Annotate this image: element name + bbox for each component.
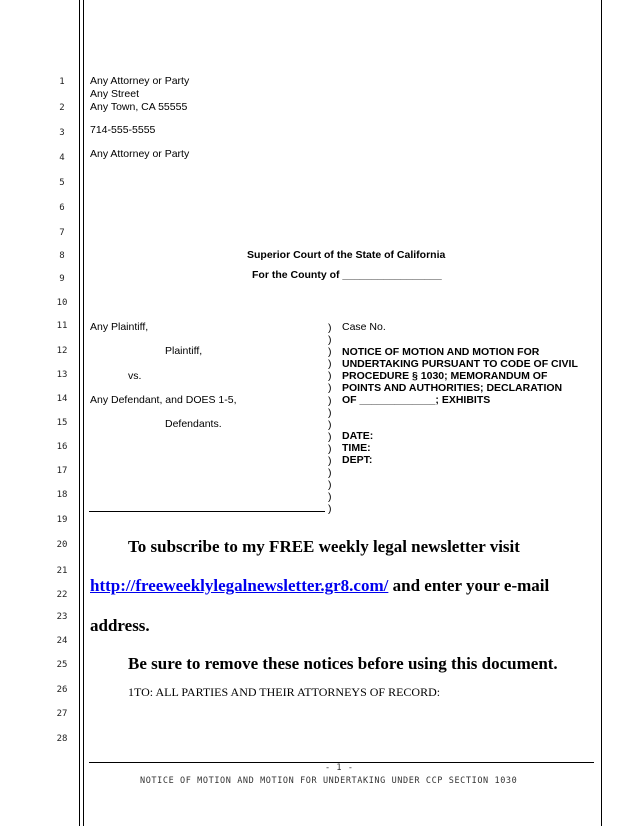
line-number: 27 xyxy=(56,709,68,719)
line-number: 10 xyxy=(56,298,68,308)
attorney-for: Any Attorney or Party xyxy=(90,148,190,160)
line-number: 16 xyxy=(56,442,68,452)
notice-line-1: To subscribe to my FREE weekly legal newsletter visit xyxy=(128,537,520,556)
notice-line-4: Be sure to remove these notices before using this document. xyxy=(128,654,558,673)
attorney-name: Any Attorney or Party xyxy=(90,75,190,87)
document-title-line: OF _____________; EXHIBITS xyxy=(342,394,491,406)
document-title-line: NOTICE OF MOTION AND MOTION FOR xyxy=(342,346,540,358)
line-number: 21 xyxy=(56,566,68,576)
right-margin-rule xyxy=(601,0,602,826)
line-number: 5 xyxy=(59,178,65,188)
line-number: 13 xyxy=(56,370,68,380)
line-number: 11 xyxy=(56,321,68,331)
line-number: 28 xyxy=(56,734,68,744)
line-number: 24 xyxy=(56,636,68,646)
line-number: 12 xyxy=(56,346,68,356)
line-number: 15 xyxy=(56,418,68,428)
defendant-label: Defendants. xyxy=(165,418,222,430)
hearing-dept-label: DEPT: xyxy=(342,454,373,466)
court-name: Superior Court of the State of California xyxy=(247,249,446,261)
line-number: 6 xyxy=(59,203,65,213)
notice-line-2-rest: and enter your e-mail xyxy=(388,576,550,595)
document-title-line: UNDERTAKING PURSUANT TO CODE OF CIVIL xyxy=(342,358,578,370)
attorney-phone: 714-555-5555 xyxy=(90,124,156,136)
case-number-label: Case No. xyxy=(342,321,386,333)
hearing-date-label: DATE: xyxy=(342,430,374,442)
attorney-city: Any Town, CA 55555 xyxy=(90,101,188,113)
left-margin-rule-inner xyxy=(83,0,84,826)
defendant-name: Any Defendant, and DOES 1-5, xyxy=(90,394,237,406)
notice-line-3: address. xyxy=(90,616,150,635)
page-number: - 1 - xyxy=(325,763,354,773)
document-title-line: POINTS AND AUTHORITIES; DECLARATION xyxy=(342,382,563,394)
newsletter-link[interactable]: http://freeweeklylegalnewsletter.gr8.com/ xyxy=(90,576,389,595)
line-number: 22 xyxy=(56,590,68,600)
line-number: 26 xyxy=(56,685,68,695)
footer-title: NOTICE OF MOTION AND MOTION FOR UNDERTAKING UNDER CCP SECTION 1030 xyxy=(140,776,518,786)
line-number: 17 xyxy=(56,466,68,476)
caption-underline xyxy=(89,511,325,512)
caption-divider: ) ) ) ) ) ) ) ) ) ) ) ) ) ) ) ) xyxy=(328,322,332,516)
court-county: For the County of _________________ xyxy=(252,269,442,281)
plaintiff-name: Any Plaintiff, xyxy=(90,321,149,333)
attorney-street: Any Street xyxy=(90,88,140,100)
hearing-time-label: TIME: xyxy=(342,442,371,454)
line-number: 14 xyxy=(56,394,68,404)
notice-line-2 xyxy=(90,576,549,596)
plaintiff-label: Plaintiff, xyxy=(165,345,203,357)
line-number: 19 xyxy=(56,515,68,525)
line-number: 2 xyxy=(59,103,65,113)
line-number: 18 xyxy=(56,490,68,500)
line-number: 1 xyxy=(59,77,65,87)
line-number: 20 xyxy=(56,540,68,550)
line-number: 23 xyxy=(56,612,68,622)
document-title-line: PROCEDURE § 1030; MEMORANDUM OF xyxy=(342,370,548,382)
left-margin-rule-outer xyxy=(79,0,80,826)
line-number: 4 xyxy=(59,153,65,163)
line-number: 25 xyxy=(56,660,68,670)
line-number: 9 xyxy=(59,274,65,284)
versus-label: vs. xyxy=(128,370,142,382)
line-number: 7 xyxy=(59,228,65,238)
line-number: 8 xyxy=(59,251,65,261)
line-number: 3 xyxy=(59,128,65,138)
body-to-line: 1TO: ALL PARTIES AND THEIR ATTORNEYS OF RECORD: xyxy=(128,685,441,699)
